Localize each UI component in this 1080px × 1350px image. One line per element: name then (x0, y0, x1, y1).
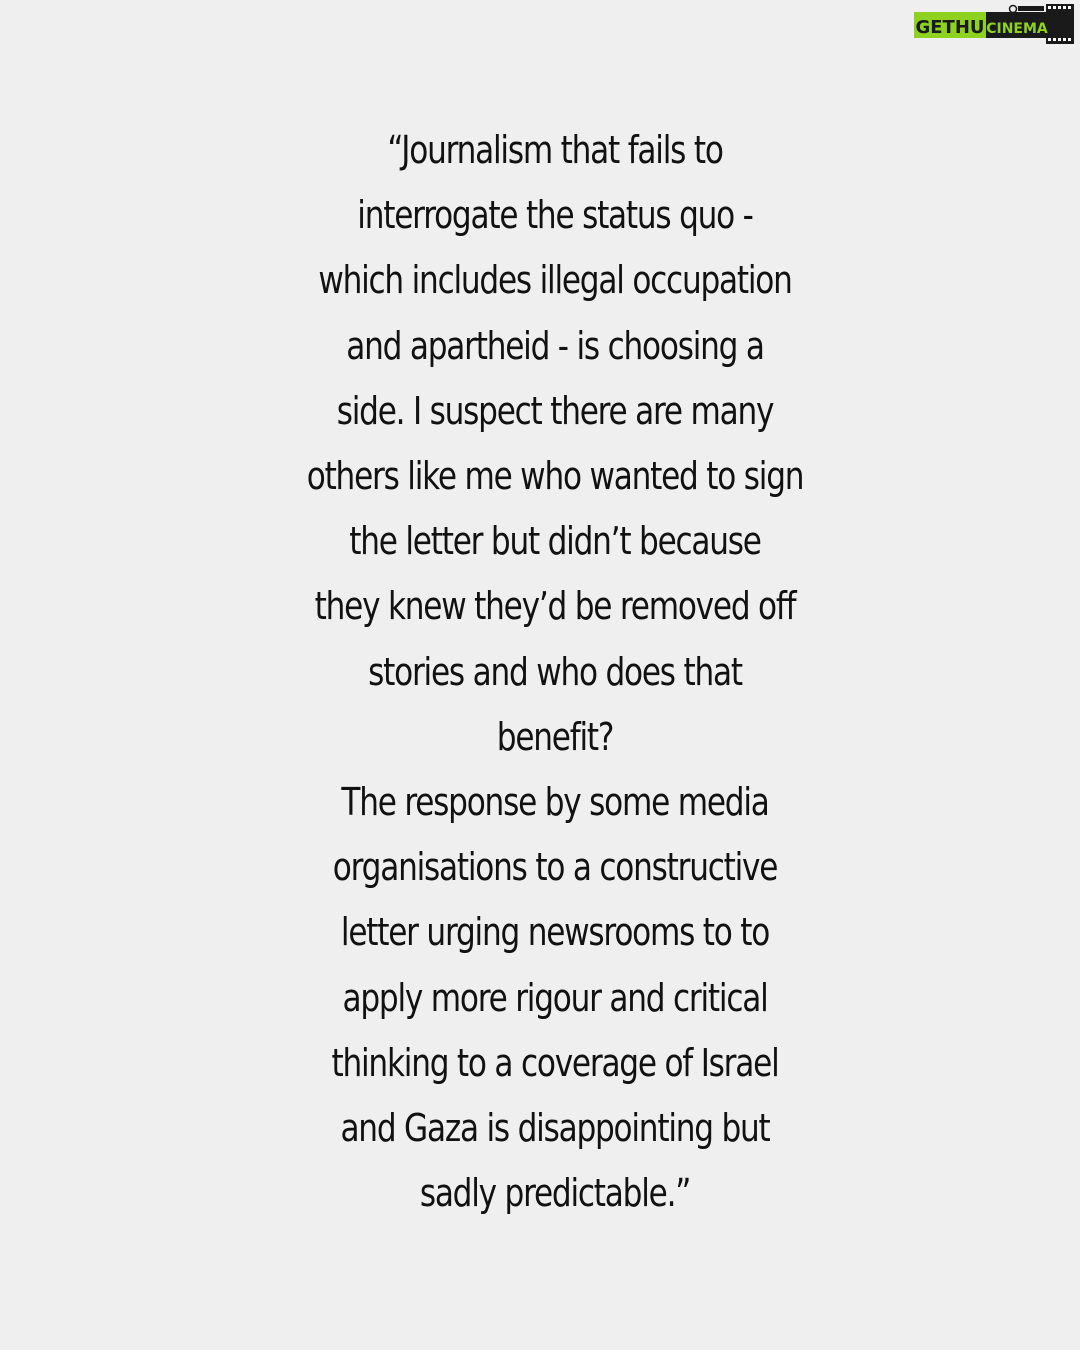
quote-line: thinking to a coverage of Israel (331, 1040, 779, 1085)
quote-line: organisations to a constructive (332, 845, 778, 890)
quote-line: sadly predictable.” (419, 1171, 691, 1216)
quote-text (90, 118, 1020, 1226)
quote-line: others like me who wanted to sign (306, 454, 804, 499)
gethu-cinema-logo-graphic (914, 4, 1074, 44)
quote-line: interrogate the status quo - (357, 193, 753, 238)
quote-line: “Journalism that fails to (387, 128, 723, 172)
logo-text-gethu: GETHU (915, 17, 985, 38)
quote-line: letter urging newsrooms to to (340, 910, 770, 955)
quote-line: side. I suspect there are many (336, 388, 774, 433)
logo-text-cinema: CINEMA (986, 21, 1048, 37)
quote-line: which includes illegal occupation (318, 258, 792, 303)
quote-line: and apartheid - is choosing a (346, 323, 764, 368)
quote-line: and Gaza is disappointing but (340, 1106, 770, 1151)
quote-line: apply more rigour and critical (342, 975, 768, 1020)
quote-line: they knew they’d be removed off (314, 584, 796, 629)
gethu-cinema-logo (914, 4, 1074, 44)
quote-line: stories and who does that (368, 649, 742, 694)
quote-line: benefit? (496, 714, 614, 759)
quote-line: The response by some media (341, 780, 769, 825)
quote-line: the letter but didn’t because (349, 519, 761, 564)
